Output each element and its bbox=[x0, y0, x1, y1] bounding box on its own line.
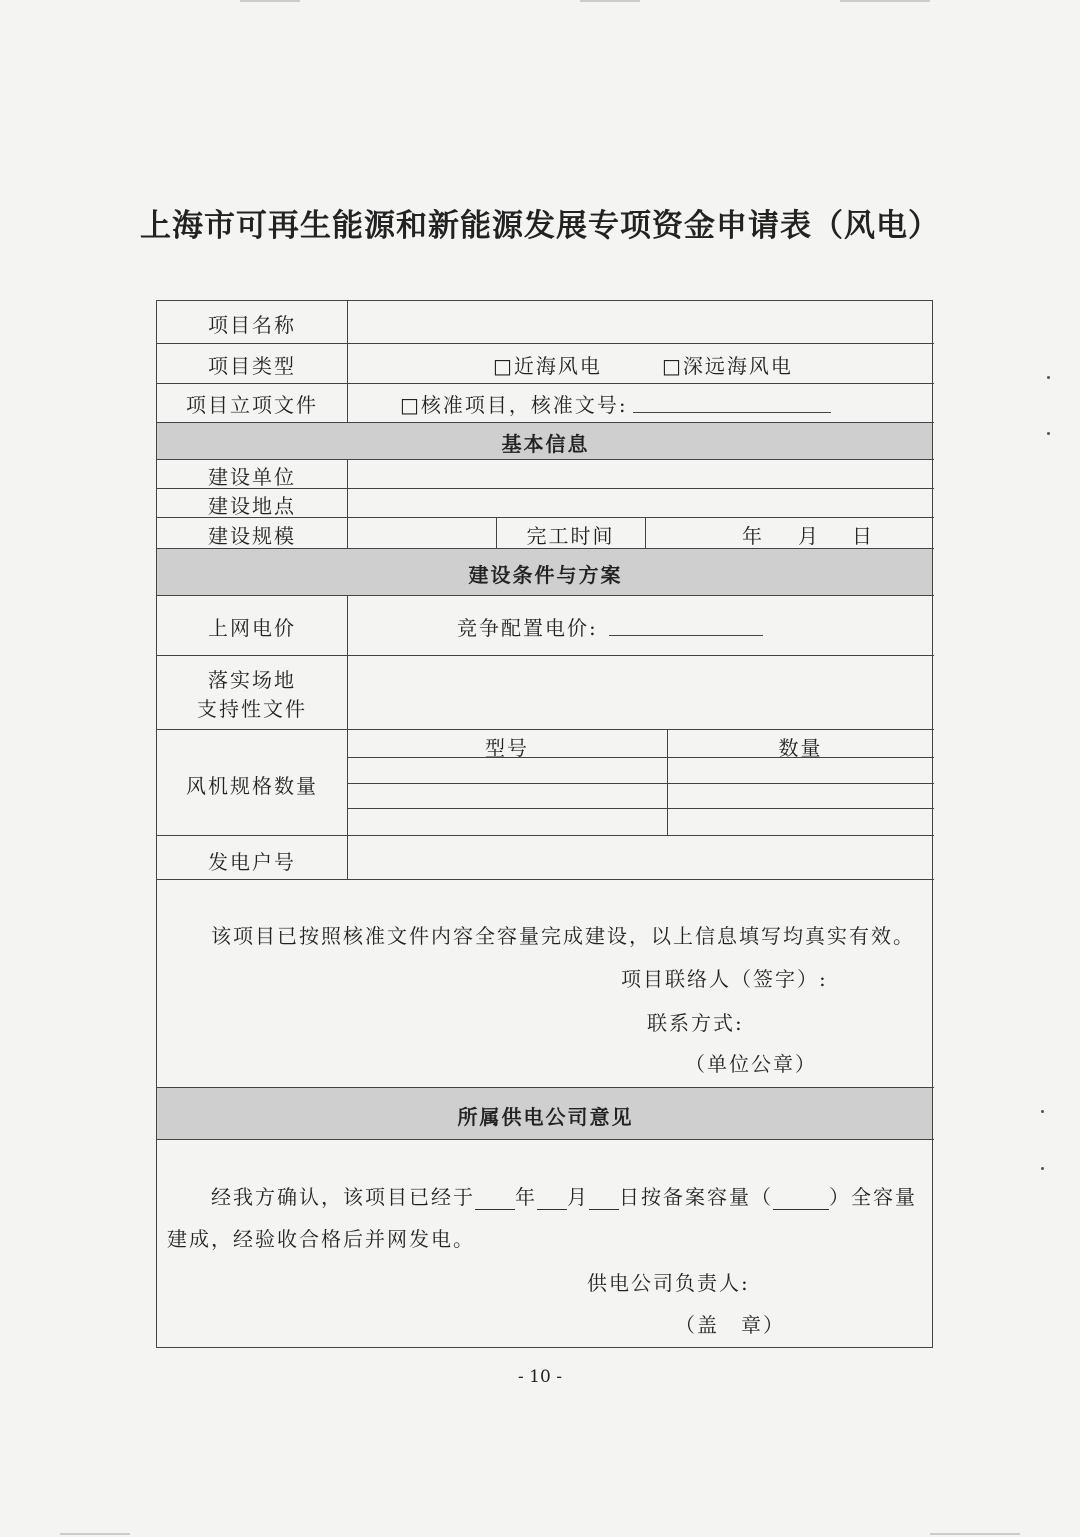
scan-edge bbox=[840, 0, 930, 2]
scan-speck bbox=[1041, 1110, 1044, 1113]
blank-year[interactable] bbox=[475, 1185, 515, 1210]
label-site-docs-2: 支持性文件 bbox=[197, 697, 307, 721]
form-title: 上海市可再生能源和新能源发展专项资金申请表（风电） bbox=[140, 208, 940, 244]
section-power-company: 所属供电公司意见 bbox=[457, 1105, 634, 1129]
label-approval-document: 项目立项文件 bbox=[186, 393, 318, 417]
blank-capacity[interactable] bbox=[773, 1185, 829, 1210]
opinion-line-2: 建成，经验收合格后并网发电。 bbox=[167, 1227, 475, 1251]
project-name-field[interactable] bbox=[348, 302, 932, 342]
label-competitive-price: 竞争配置电价: bbox=[457, 616, 598, 640]
power-company-responsible[interactable]: 供电公司负责人: bbox=[587, 1271, 750, 1295]
scan-edge bbox=[580, 0, 640, 2]
opinion-line-1: 经我方确认，该项目已经于 年 月 日按备案容量（ ）全容量 bbox=[211, 1185, 917, 1209]
date-day: 日 bbox=[852, 524, 874, 548]
power-company-seal: （盖 章） bbox=[675, 1313, 785, 1337]
scan-edge bbox=[930, 1533, 1020, 1535]
label-project-name: 项目名称 bbox=[208, 313, 296, 337]
scan-edge bbox=[240, 0, 300, 2]
label-account-no: 发电户号 bbox=[208, 850, 296, 874]
scan-speck bbox=[1047, 432, 1050, 435]
checkbox-deep-offshore-wind[interactable]: □深远海风电 bbox=[662, 354, 793, 378]
date-month: 月 bbox=[798, 524, 820, 548]
label-location: 建设地点 bbox=[208, 494, 296, 518]
application-form bbox=[156, 300, 933, 1348]
blank-day[interactable] bbox=[589, 1185, 619, 1210]
competitive-price-line[interactable] bbox=[609, 635, 763, 636]
section-basic-info: 基本信息 bbox=[501, 432, 590, 456]
label-completion-time: 完工时间 bbox=[526, 524, 615, 548]
scan-speck bbox=[1041, 1167, 1044, 1170]
blank-month[interactable] bbox=[537, 1185, 567, 1210]
section-conditions: 建设条件与方案 bbox=[468, 563, 623, 587]
label-builder: 建设单位 bbox=[208, 465, 296, 489]
col-quantity: 数量 bbox=[778, 736, 823, 760]
label-grid-price: 上网电价 bbox=[208, 616, 296, 640]
declaration-statement: 该项目已按照核准文件内容全容量完成建设，以上信息填写均真实有效。 bbox=[211, 924, 915, 948]
label-turbine-spec: 风机规格数量 bbox=[186, 774, 318, 798]
contact-person-signature[interactable]: 项目联络人（签字）: bbox=[621, 967, 828, 991]
page-number: - 10 - bbox=[518, 1367, 562, 1387]
scan-speck bbox=[1047, 376, 1050, 379]
contact-method[interactable]: 联系方式: bbox=[647, 1011, 744, 1035]
date-year: 年 bbox=[742, 524, 764, 548]
col-model: 型号 bbox=[485, 736, 529, 760]
label-site-docs-1: 落实场地 bbox=[208, 668, 296, 692]
unit-seal: （单位公章） bbox=[685, 1052, 817, 1076]
label-scale: 建设规模 bbox=[208, 524, 296, 548]
scan-edge bbox=[60, 1533, 130, 1535]
approval-number-line[interactable] bbox=[633, 412, 831, 413]
checkbox-approved-project[interactable]: □核准项目，核准文号: bbox=[400, 393, 628, 417]
label-project-type: 项目类型 bbox=[208, 354, 296, 378]
checkbox-nearshore-wind[interactable]: □近海风电 bbox=[493, 354, 602, 378]
